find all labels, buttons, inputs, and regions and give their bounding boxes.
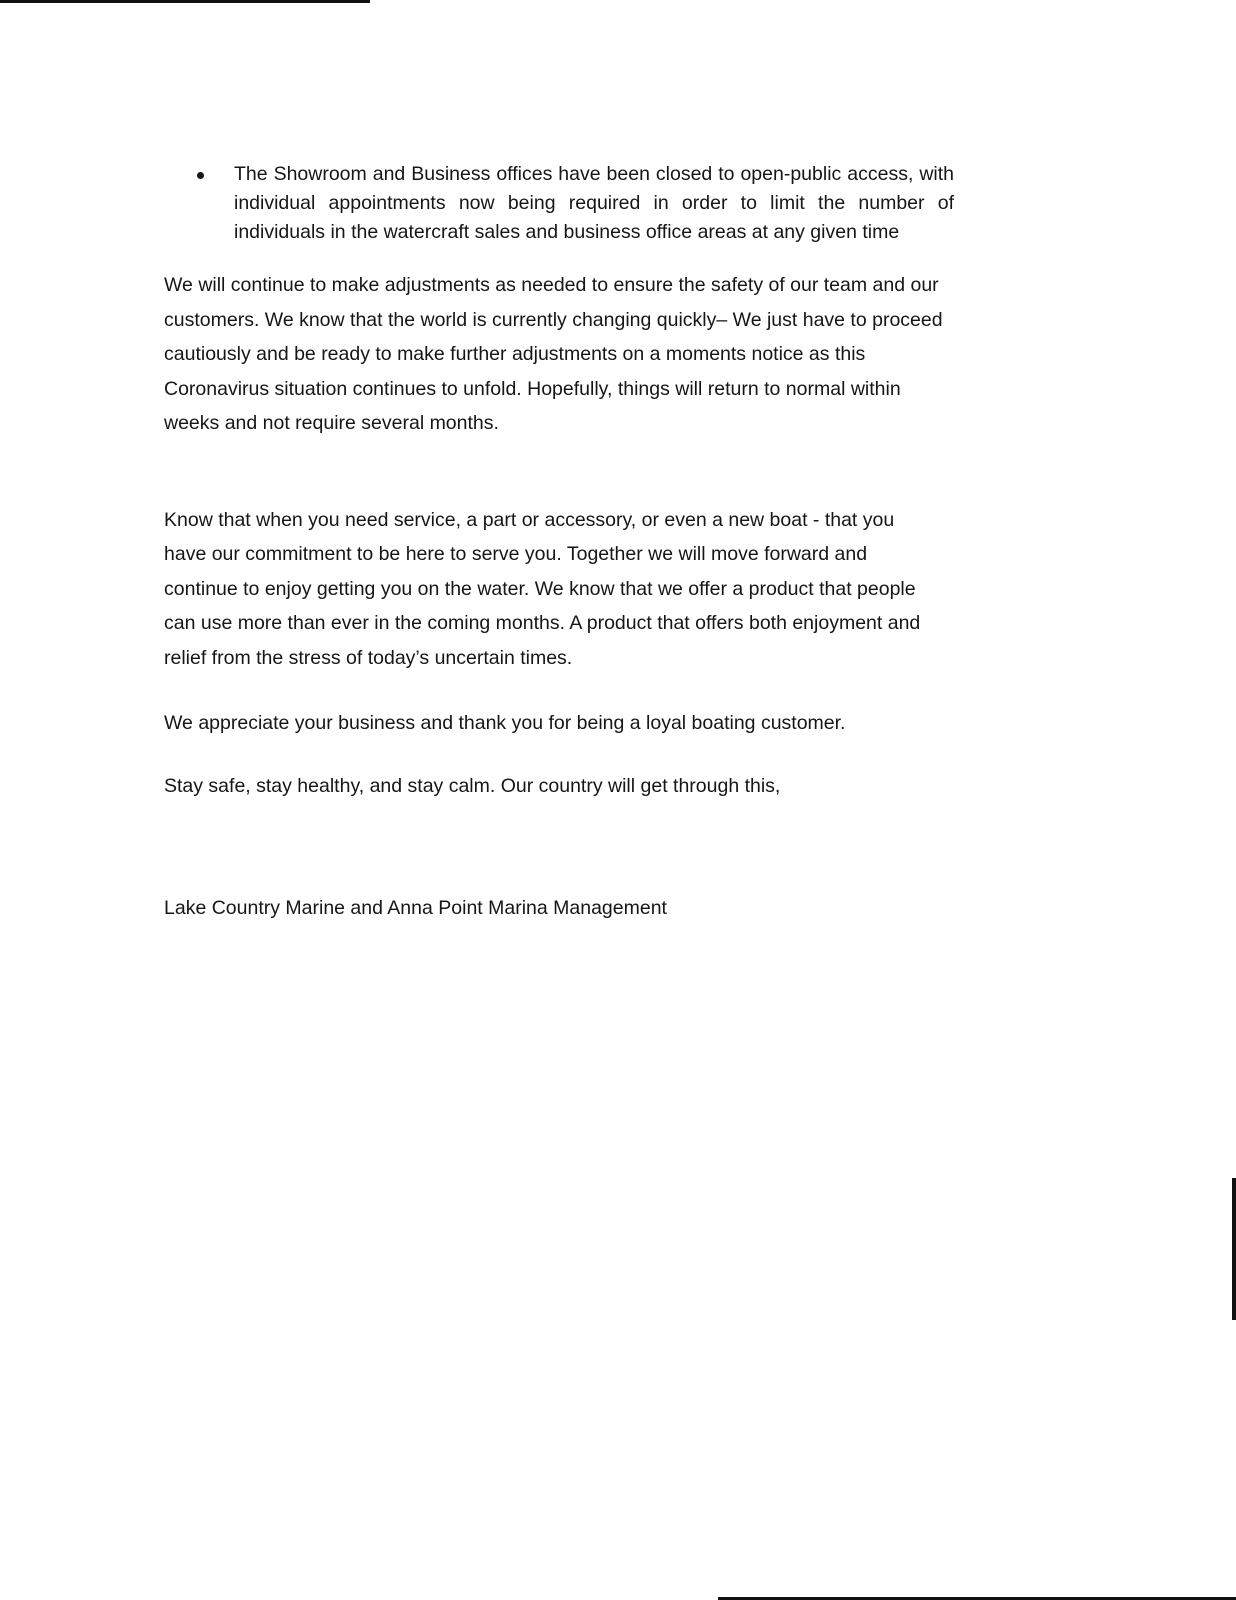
paragraph-adjustments: We will continue to make adjustments as needed to ensure the safety of our team and our customers. We know that the world is currently changing quickly– We just have to proceed cautiously and be ready to make further adjustments on a moments notice as this Coronavirus situation continues to unfold. Hopefully, things will return to normal within weeks and not require several months. <box>164 274 943 434</box>
scan-edge-top <box>0 0 370 3</box>
signature: Lake Country Marine and Anna Point Marina Management <box>164 897 667 919</box>
paragraph-closing: Stay safe, stay healthy, and stay calm. Our country will get through this, <box>164 774 781 797</box>
letter-body <box>164 160 964 926</box>
bullet-item <box>164 160 954 247</box>
paragraph-commitment: Know that when you need service, a part or accessory, or even a new boat - that you have our commitment to be here to serve you. Together we will move forward and continue to enjoy getting you on the water. We know that we offer a product that people can use more than ever in the coming months. A product that offers both enjoyment and relief from the stress of today’s uncertain times. <box>164 508 921 669</box>
bullet-dot-icon <box>197 172 204 179</box>
bullet-text: The Showroom and Business offices have been closed to open-public access, with individual appointments now being required in order to limit the number of individuals in the watercraft sales and business office areas at any given time <box>234 163 954 243</box>
paragraph-appreciation: We appreciate your business and thank you for being a loyal boating customer. <box>164 712 846 734</box>
scan-edge-right <box>1232 1178 1236 1320</box>
